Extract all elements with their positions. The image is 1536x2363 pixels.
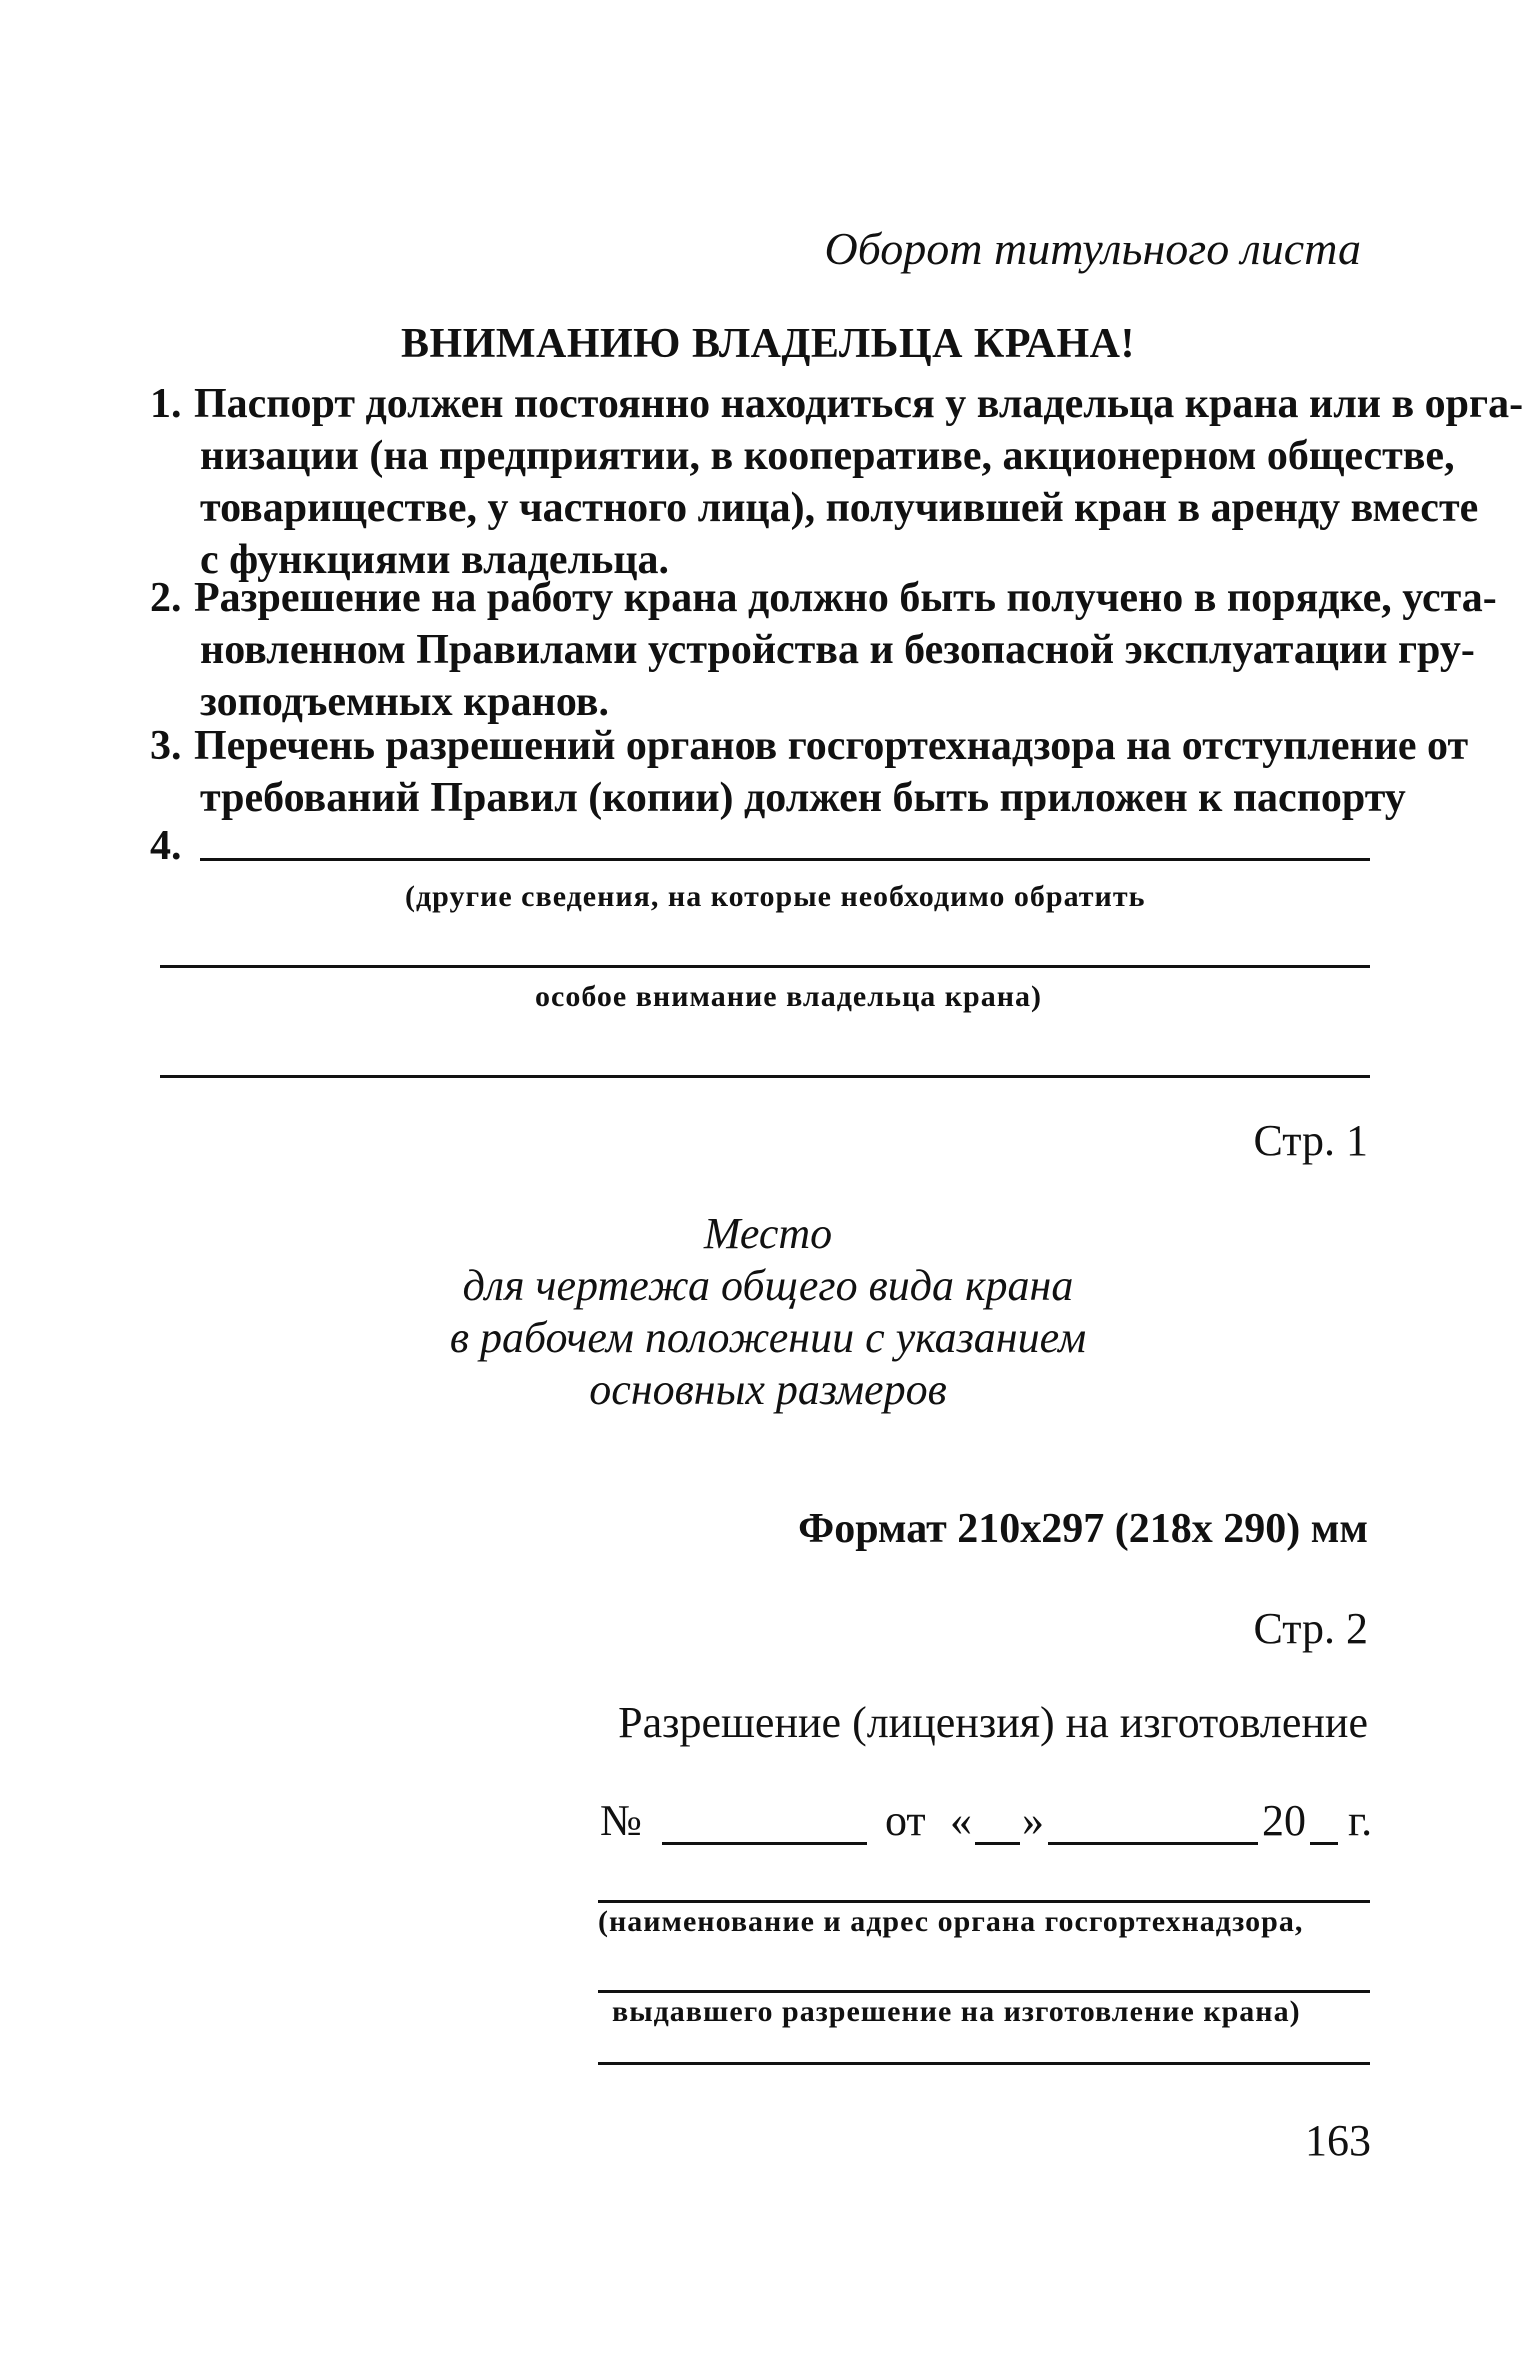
item-text: Паспорт должен постоянно находиться у владельца крана или в орга- xyxy=(194,381,1524,427)
notice-item-2-first-line xyxy=(150,572,1497,624)
item-text: товариществе, у частного лица), получившей кран в аренду вместе xyxy=(200,485,1479,531)
authority-fill-line xyxy=(598,1900,1370,1903)
authority-fill-line-2 xyxy=(598,1990,1370,1993)
drawing-placeholder xyxy=(0,1208,1536,1416)
item-number: 2. xyxy=(150,575,182,621)
placeholder-line: для чертежа общего вида крана xyxy=(462,1261,1074,1310)
day-blank xyxy=(975,1842,1020,1845)
item-text: требований Правил (копии) должен быть приложен к паспорту xyxy=(200,775,1406,821)
item-text: зоподъемных кранов. xyxy=(200,679,609,725)
year-suffix: г. xyxy=(1348,1796,1373,1845)
item-number: 3. xyxy=(150,723,182,769)
item-text: низации (на предприятии, в кооперативе, акционерном обществе, xyxy=(200,433,1455,479)
page-2-mark: Стр. 2 xyxy=(1253,1604,1368,1653)
other-info-caption-line2: особое внимание владельца крана) xyxy=(535,980,1042,1013)
item-4-fill-line xyxy=(200,858,1370,861)
other-info-fill-line xyxy=(160,965,1370,968)
notice-item-3 xyxy=(150,720,1469,824)
format-label: Формат 210x297 (218x 290) мм xyxy=(798,1506,1368,1552)
notice-item-1 xyxy=(150,378,1524,586)
authority-fill-line-3 xyxy=(598,2062,1370,2065)
notice-title: ВНИМАНИЮ ВЛАДЕЛЬЦА КРАНА! xyxy=(401,321,1135,367)
page-number: 163 xyxy=(1305,2116,1371,2165)
placeholder-line: в рабочем положении с указанием xyxy=(449,1313,1087,1362)
authority-caption-line1: (наименование и адрес органа госгортехнадзора, xyxy=(598,1905,1304,1938)
notice-item-4-number: 4. xyxy=(150,823,182,869)
license-number-row xyxy=(600,1795,1373,1851)
placeholder-line: Место xyxy=(703,1209,833,1258)
notice-item-3-first-line xyxy=(150,720,1469,772)
license-title: Разрешение (лицензия) на изготовление xyxy=(618,1698,1368,1747)
from-word: от xyxy=(885,1796,926,1845)
number-sign: № xyxy=(600,1796,642,1845)
item-text: с функциями владельца. xyxy=(200,537,670,583)
placeholder-line: основных размеров xyxy=(589,1365,947,1414)
running-head: Оборот титульного листа xyxy=(824,223,1361,274)
other-info-caption-line1: (другие сведения, на которые необходимо обратить xyxy=(405,880,1146,913)
section-divider-line xyxy=(160,1075,1370,1078)
item-number: 1. xyxy=(150,381,182,427)
notice-item-1-first-line xyxy=(150,378,1524,430)
item-text: Разрешение на работу крана должно быть получено в порядке, уста- xyxy=(194,575,1497,621)
quote-open: « xyxy=(950,1796,972,1845)
authority-caption-line2: выдавшего разрешение на изготовление крана) xyxy=(612,1995,1301,2028)
item-text: новленном Правилами устройства и безопасной эксплуатации гру- xyxy=(200,627,1475,673)
notice-item-2 xyxy=(150,572,1497,728)
month-blank xyxy=(1048,1842,1258,1845)
year-prefix: 20 xyxy=(1262,1796,1306,1845)
quote-close: » xyxy=(1022,1796,1044,1845)
number-blank xyxy=(662,1842,867,1845)
page-1-mark: Стр. 1 xyxy=(1253,1116,1368,1165)
year-blank xyxy=(1310,1842,1338,1845)
item-text: Перечень разрешений органов госгортехнадзора на отступление от xyxy=(194,723,1469,769)
